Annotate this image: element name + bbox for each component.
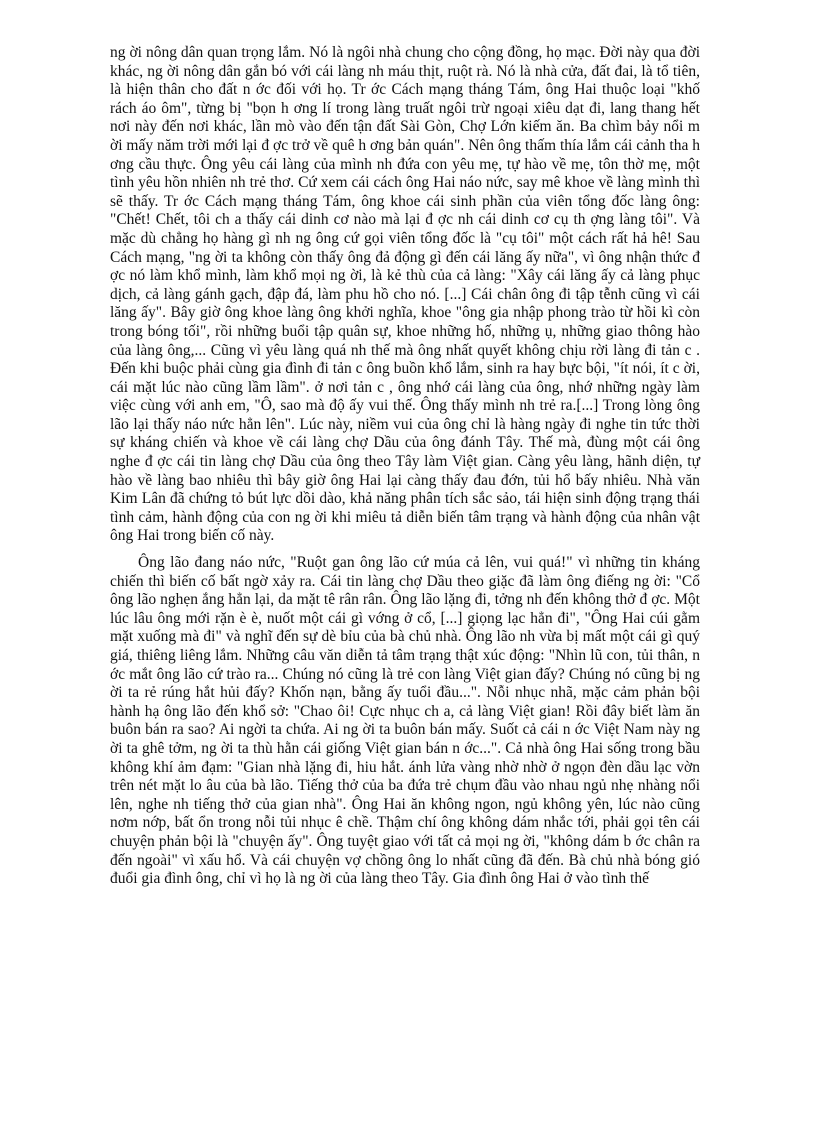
paragraph-2: Ông lão đang náo nức, "Ruột gan ông lão cứ múa cả lên, vui quá!" vì những tin kháng chiến thì biến cố bất ngờ xảy ra. Cái tin làng chợ Dầu theo giặc đã làm ông điếng ng ời: "Cổ ông lão nghẹn ắng hẳn lại, da mặt tê rân rân. Ông lão lặng đi, tởng nh đến không thở đ ợc. Một lúc lâu ông mới rặn è è, nuốt một cái gì vớng ở cổ, [...] giọng lạc hẳn đi", "Ông Hai cúi gằm mặt xuống mà đi" và nghĩ đến sự dè bỉu của bà chủ nhà. Ông lão nh vừa bị mất một cái gì quý giá, thiêng liêng lắm. Những câu văn diễn tả tâm trạng thật xúc động: "Nhìn lũ con, tủi thân, n ớc mắt ông lão cứ trào ra... Chúng nó cũng là trẻ con làng Việt gian đấy? Chúng nó cũng bị ng ời ta rẻ rúng hắt hủi đấy? Khốn nạn, bằng ấy tuổi đầu...". Nỗi nhục nhã, mặc cảm phản bội hành hạ ông lão đến khổ sở: "Chao ôi! Cực nhục ch a, cả làng Việt gian! Rồi đây biết làm ăn buôn bán ra sao? Ai ngời ta chứa. Ai ng ời ta buôn bán mấy. Suốt cả cái n ớc Việt Nam này ng ời ta ghê tởm, ng ời ta thù hằn cái giống Việt gian bán n ớc...". Cả nhà ông Hai sống trong bầu không khí ảm đạm: "Gian nhà lặng đi, hiu hắt. ánh lửa vàng nhờ nhờ ở ngọn đèn dầu lạc vờn trên nét mặt lo âu của bà lão. Tiếng thở của ba đứa trẻ chụm đầu vào nhau ngủ nhẹ nhàng nổi lên, nghe nh tiếng thở của gian nhà". Ông Hai ăn không ngon, ngủ không yên, lúc nào cũng nơm nớp, bất ổn trong nỗi tủi nhục ê chề. Thậm chí ông không dám nhắc tới, phải gọi tên cái chuyện phản bội là "chuyện ấy". Ông tuyệt giao với tất cả mọi ng ời, "không dám b ớc chân ra đến ngoài" vì xấu hổ. Và cái chuyện vợ chồng ông lo nhất cũng đã đến. Bà chủ nhà bóng gió đuổi gia đình ông, chỉ vì họ là ng ời của làng theo Tây. Gia đình ông Hai ở vào tình thế (110, 554, 700, 888)
paragraph-1: ng ời nông dân quan trọng lắm. Nó là ngôi nhà chung cho cộng đồng, họ mạc. Đời này qua đời khác, ng ời nông dân gắn bó với cái làng nh máu thịt, ruột rà. Nó là nhà cửa, đất đai, là tổ tiên, là hiện thân cho đất n ớc đối với họ. Tr ớc Cách mạng tháng Tám, ông Hai thuộc loại "khố rách áo ôm", từng bị "bọn h ơng lí trong làng truất ngôi trừ ngoại xiêu dạt đi, lang thang hết nơi này đến nơi khác, lần mò vào đến tận đất Sài Gòn, Chợ Lớn kiếm ăn. Ba chìm bảy nổi m ời mấy năm trời mới lại đ ợc trở về quê h ơng bản quán". Nên ông thấm thía lắm cái cảnh tha h ơng cầu thực. Ông yêu cái làng của mình nh đứa con yêu mẹ, tự hào về mẹ, tôn thờ mẹ, một tình yêu hồn nhiên nh trẻ thơ. Cứ xem cái cách ông Hai náo nức, say mê khoe về làng mình thì sẽ thấy. Tr ớc Cách mạng tháng Tám, ông khoe cái sinh phần của viên tổng đốc làng ông: "Chết! Chết, tôi ch a thấy cái dinh cơ nào mà lại đ ợc nh cái dinh cơ cụ th ợng làng tôi". Và mặc dù chẳng họ hàng gì nh ng ông cứ gọi viên tổng đốc là "cụ tôi" một cách rất hả hê! Sau Cách mạng, "ng ời ta không còn thấy ông đả động gì đến cái lăng ấy nữa", vì ông nhận thức đ ợc nó làm khổ mình, làm khổ mọi ng ời, là kẻ thù của cả làng: "Xây cái lăng ấy cả làng phục dịch, cả làng gánh gạch, đập đá, làm phu hồ cho nó. [...] Cái chân ông đi tập tễnh cũng vì cái lăng ấy". Bây giờ ông khoe làng ông khởi nghĩa, khoe "ông gia nhập phong trào từ hồi kì còn trong bóng tối", rồi những buổi tập quân sự, khoe những hố, những ụ, những giao thông hào của làng ông,... Cũng vì yêu làng quá nh thế mà ông nhất quyết không chịu rời làng đi tản c . Đến khi buộc phải cùng gia đình đi tản c ông buồn khổ lắm, sinh ra hay bực bội, "ít nói, ít c ời, cái mặt lúc nào cũng lầm lầm". ở nơi tản c , ông nhớ cái làng của ông, nhớ những ngày làm việc cùng với anh em, "Ô, sao mà độ ấy vui thế. Ông thấy mình nh trẻ ra.[...] Trong lòng ông lão lại thấy náo nức hẳn lên". Lúc này, niềm vui của ông chỉ là hàng ngày đi nghe tin tức thời sự kháng chiến và khoe về cái làng chợ Dầu của ông đánh Tây. Thế mà, đùng một cái ông nghe đ ợc cái tin làng chợ Dầu của ông theo Tây làm Việt gian. Càng yêu làng, hãnh diện, tự hào về làng bao nhiêu thì bây giờ ông Hai lại càng thấy đau đớn, tủi hổ bấy nhiêu. Nhà văn Kim Lân đã chứng tỏ bút lực dồi dào, khả năng phân tích sắc sảo, tái hiện sinh động trạng thái tình cảm, hành động của con ng ời khi miêu tả diễn biến tâm trạng và hành động của nhân vật ông Hai trong biến cố này. (110, 44, 700, 545)
document-page (110, 44, 700, 889)
